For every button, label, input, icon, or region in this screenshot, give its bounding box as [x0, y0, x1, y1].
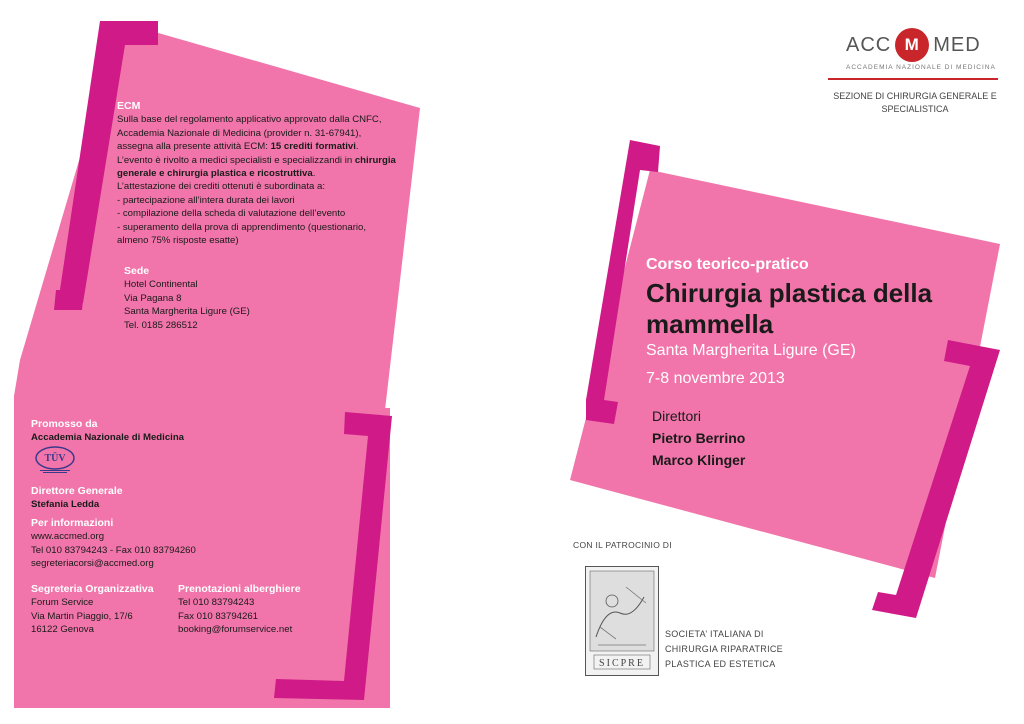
course-date: 7-8 novembre 2013	[646, 370, 785, 387]
logo-mark-icon: M	[895, 28, 929, 62]
sezione-label	[820, 90, 1010, 116]
sicpre-org-line: CHIRURGIA RIPARATRICE	[665, 644, 783, 654]
sicpre-engraving-image	[585, 566, 659, 676]
prenotazioni-email[interactable]: booking@forumservice.net	[178, 624, 293, 636]
ecm-line: almeno 75% risposte esatte)	[117, 235, 239, 247]
segreteria-line: 16122 Genova	[31, 624, 94, 636]
promosso-title: Promosso da	[31, 418, 98, 430]
sicpre-org-line: PLASTICA ED ESTETICA	[665, 659, 776, 669]
segreteria-line: Forum Service	[31, 597, 94, 609]
direttore-name: Pietro Berrino	[652, 430, 746, 446]
left-top-bracket-foot	[54, 290, 84, 310]
ecm-line: - partecipazione all’intera durata dei lavori	[117, 194, 295, 206]
direttore-generale-name: Stefania Ledda	[31, 499, 100, 511]
sicpre-image-text: SICPRE	[599, 658, 645, 669]
patrocinio-label: CON IL PATROCINIO DI	[573, 540, 672, 550]
informazioni-email[interactable]: segreteriacorsi@accmed.org	[31, 558, 154, 570]
logo-subtitle: ACCADEMIA NAZIONALE DI MEDICINA	[846, 64, 996, 71]
sede-title: Sede	[124, 265, 150, 277]
logo-divider	[828, 78, 998, 80]
sezione-line: SPECIALISTICA	[881, 104, 949, 114]
ecm-section	[117, 100, 417, 247]
logo-right-text: MED	[933, 33, 981, 56]
ecm-line: Sulla base del regolamento applicativo approvato dalla CNFC,	[117, 114, 382, 126]
sede-line: Santa Margherita Ligure (GE)	[124, 306, 250, 318]
logo-left-text: ACC	[846, 33, 892, 56]
sede-section	[124, 265, 250, 332]
segreteria-section	[31, 583, 154, 637]
sicpre-engraving-icon	[586, 567, 658, 675]
course-section	[646, 256, 966, 388]
course-subtitle: Corso teorico-pratico	[646, 256, 809, 273]
accmed-logo	[846, 28, 996, 73]
course-title	[646, 278, 966, 340]
sicpre-org-line: SOCIETA’ ITALIANA DI	[665, 629, 764, 639]
ecm-line: L’attestazione dei crediti ottenuti è subordinata a:	[117, 181, 326, 193]
direttori-section	[652, 408, 745, 468]
direttore-name: Marco Klinger	[652, 452, 746, 468]
tuv-logo-icon	[34, 446, 76, 474]
ecm-line: Accademia Nazionale di Medicina (provider n. 31-67941),	[117, 127, 362, 139]
informazioni-section	[31, 517, 196, 571]
course-title-line: mammella	[646, 309, 774, 339]
ecm-title: ECM	[117, 100, 141, 112]
prenotazioni-title: Prenotazioni alberghiere	[178, 583, 301, 595]
sede-line: Hotel Continental	[124, 279, 198, 291]
segreteria-line: Via Martin Piaggio, 17/6	[31, 610, 133, 622]
direttore-generale-title: Direttore Generale	[31, 485, 123, 497]
ecm-line: - compilazione della scheda di valutazione dell’evento	[117, 208, 346, 220]
promosso-section	[31, 418, 184, 445]
direttori-title: Direttori	[652, 408, 702, 424]
prenotazioni-line: Tel 010 83794243	[178, 597, 255, 609]
course-title-line: Chirurgia plastica della	[646, 278, 933, 308]
ecm-line: L’evento è rivolto a medici specialisti e specializzandi in chirurgia	[117, 154, 396, 166]
informazioni-title: Per informazioni	[31, 517, 114, 529]
tuv-logo	[34, 446, 76, 474]
ecm-line: generale e chirurgia plastica e ricostruttiva.	[117, 168, 316, 180]
direttore-generale-section	[31, 485, 123, 512]
sede-line: Via Pagana 8	[124, 292, 182, 304]
tuv-logo-text: TÜV	[44, 453, 66, 464]
informazioni-phone: Tel 010 83794243 - Fax 010 83794260	[31, 544, 196, 556]
prenotazioni-line: Fax 010 83794261	[178, 610, 259, 622]
promosso-name: Accademia Nazionale di Medicina	[31, 432, 185, 444]
informazioni-website[interactable]: www.accmed.org	[31, 531, 105, 543]
sicpre-org-name	[665, 627, 783, 672]
course-place: Santa Margherita Ligure (GE)	[646, 342, 856, 359]
ecm-line: - superamento della prova di apprendimento (questionario,	[117, 221, 367, 233]
sezione-line: SEZIONE DI CHIRURGIA GENERALE E	[833, 91, 997, 101]
segreteria-title: Segreteria Organizzativa	[31, 583, 154, 595]
ecm-line: assegna alla presente attività ECM: 15 crediti formativi.	[117, 141, 359, 153]
prenotazioni-section	[178, 583, 301, 637]
sede-line: Tel. 0185 286512	[124, 319, 198, 331]
